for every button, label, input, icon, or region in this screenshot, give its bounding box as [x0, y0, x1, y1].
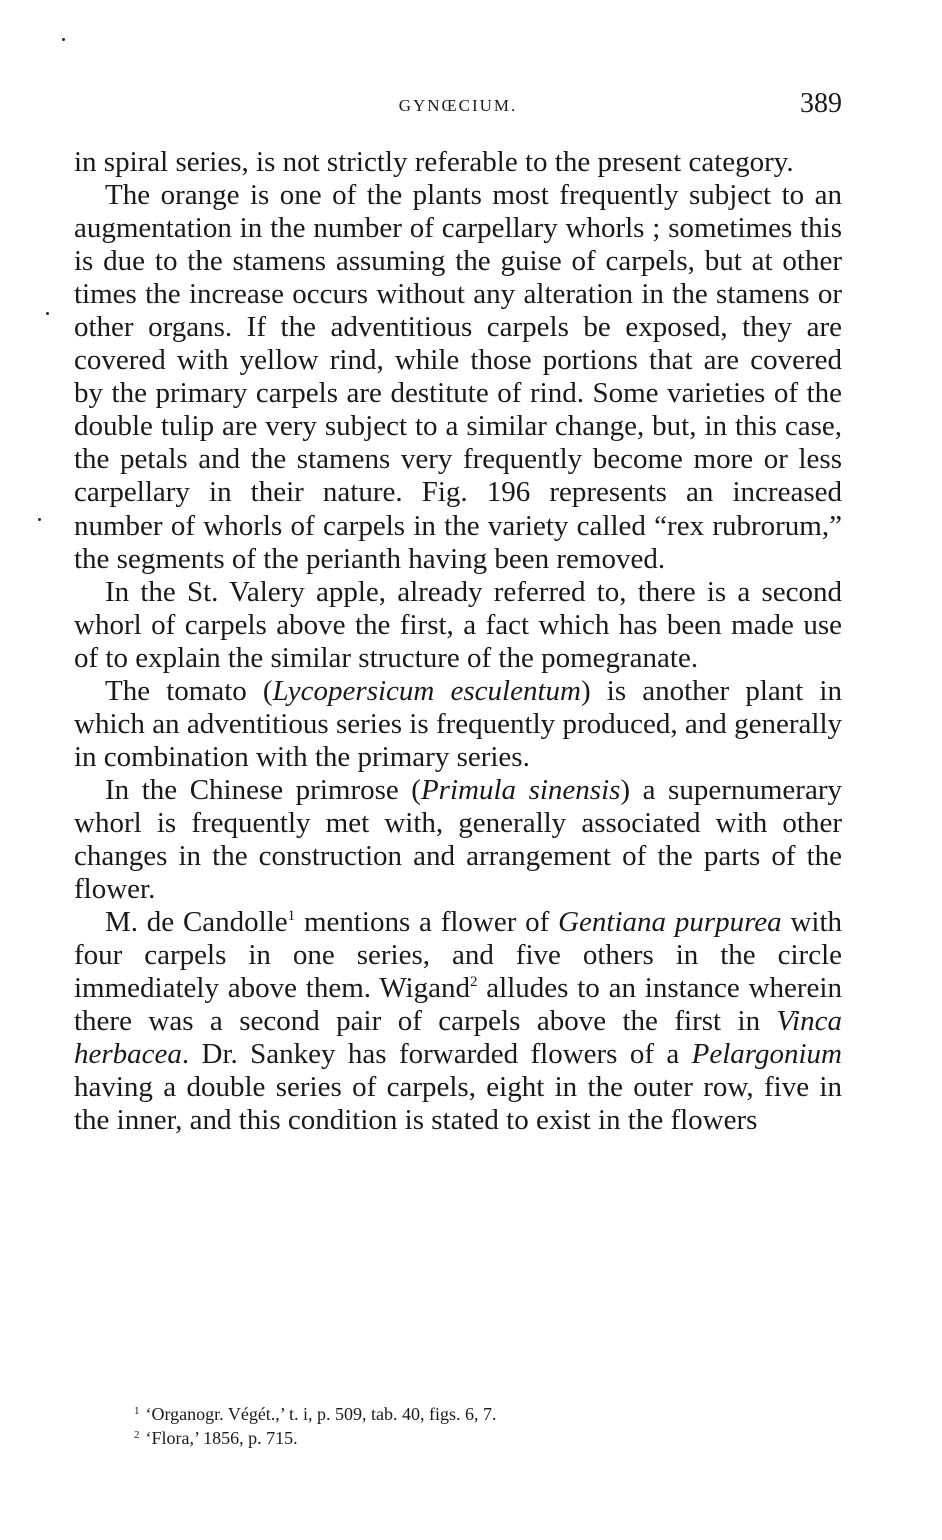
footnotes	[134, 1402, 834, 1450]
running-title: GYNŒCIUM.	[398, 96, 518, 115]
genus-name: Pelargonium	[691, 1038, 842, 1071]
footnote-text: ‘Flora,’ 1856, p. 715.	[145, 1428, 298, 1448]
footnote-marker: 1	[134, 1405, 140, 1417]
text-run: alludes to an instance wherein there was a second pair of carpels above the first in	[74, 972, 842, 1038]
text-run: M. de Candolle	[105, 906, 288, 939]
paragraph-orange: The orange is one of the plants most frequently subject to an augmentation in the number of carpellary whorls ; sometimes this is due to the stamens assuming the guise of carpels, but at other times the increase occurs without any alteration in the stamens or other organs. If the adventitious carpels be exposed, they are covered with yellow rind, while those portions that are covered by the primary carpels are destitute of rind. Some varieties of the double tulip are very subject to a similar change, but, in this case, the petals and the stamens very frequently become more or less carpellary in their nature. Fig. 196 represents an increased number of whorls of carpels in the variety called “rex rubrorum,” the segments of the perianth having been removed.	[74, 179, 842, 575]
text-run: ) a supernumerary whorl is frequently met with, generally associated with other changes in the construction and arrangement of the parts of the flower.	[74, 773, 842, 906]
text-run: ) is another plant in which an adventitious series is frequently produced, and generally in combination with the primary series.	[74, 674, 842, 773]
footnote-text: ‘Organogr. Végét.,’ t. i, p. 509, tab. 40, figs. 6, 7.	[145, 1404, 497, 1424]
footnote	[134, 1402, 834, 1426]
text-run: with four carpels in one series, and five others in the circle immediately above them. Wigand	[74, 906, 843, 1005]
species-name: Gentiana purpurea	[558, 906, 782, 939]
footnote-reference: 2	[469, 974, 478, 991]
print-speck	[46, 312, 49, 315]
paragraph-st-valery-apple: In the St. Valery apple, already referred to, there is a second whorl of carpels above the first, a fact which has been made use of to explain the similar structure of the pomegranate.	[74, 575, 842, 674]
paragraph-candolle	[74, 906, 842, 1137]
text-run: mentions a flower of	[295, 906, 559, 939]
running-head	[74, 88, 842, 122]
footnote-marker: 2	[134, 1429, 140, 1441]
species-name: Vinca herbacea	[74, 1005, 842, 1071]
body-text	[74, 146, 842, 1137]
footnote	[134, 1426, 834, 1450]
paragraph-tomato	[74, 675, 842, 774]
species-name: Lycopersicum esculentum	[272, 674, 581, 707]
text-run: . Dr. Sankey has forwarded flowers of a	[181, 1038, 692, 1071]
paragraph-continuation: in spiral series, is not strictly referable to the present category.	[74, 146, 794, 178]
print-speck	[38, 518, 41, 521]
species-name: Primula sinensis	[420, 773, 621, 806]
print-speck	[62, 38, 65, 41]
text-run: having a double series of carpels, eight in the outer row, five in the inner, and this condition is stated to exist in the flowers	[74, 1071, 842, 1137]
text-run: In the Chinese primrose (	[105, 773, 421, 806]
text-run: The tomato (	[105, 674, 273, 707]
footnote-reference: 1	[287, 908, 296, 925]
paragraph-chinese-primrose	[74, 774, 842, 906]
page-number: 389	[800, 88, 842, 119]
